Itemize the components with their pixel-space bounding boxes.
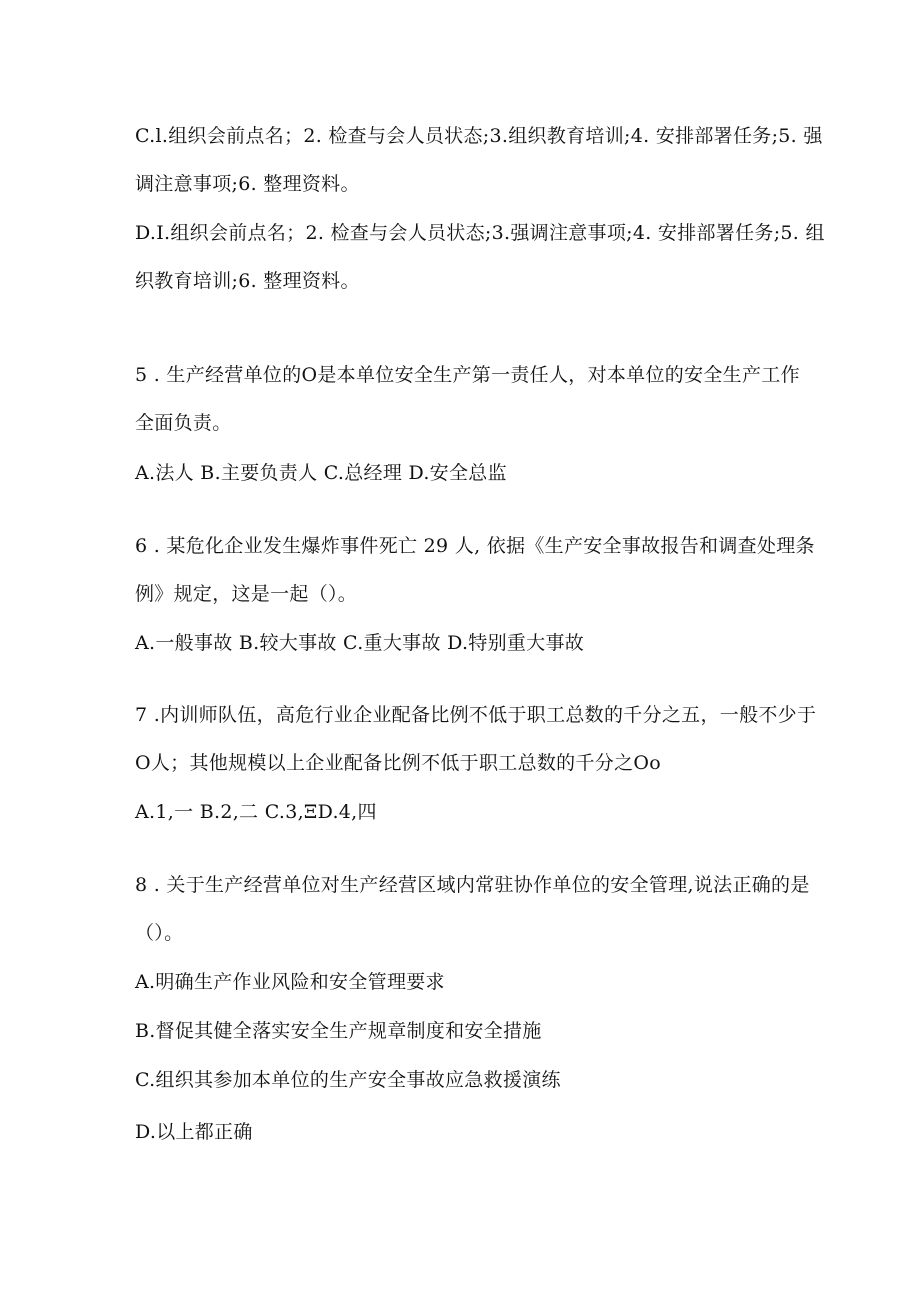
q8-option-c: C.组织其参加本单位的生产安全事故应急救援演练 <box>135 1069 561 1091</box>
q7-stem-line1: 7 .内训师队伍，高危行业企业配备比例不低于职工总数的千分之五，一般不少于 <box>135 704 817 726</box>
q8-option-d: D.以上都正确 <box>135 1121 253 1143</box>
q6-stem-line2: 例》规定，这是一起（）。 <box>135 583 358 605</box>
q5-stem-line2: 全面负责。 <box>135 412 232 434</box>
q8-option-b: B.督促其健全落实安全生产规章制度和安全措施 <box>135 1020 542 1042</box>
q4-option-d-line1: D.I.组织会前点名；2. 检查与会人员状态;3.强调注意事项;4. 安排部署任务;5. 组 <box>135 222 825 244</box>
q4-option-c-line2: 调注意事项;6. 整理资料。 <box>135 173 360 195</box>
q8-stem-line2: （）。 <box>135 922 184 944</box>
q4-option-d-line2: 织教育培训;6. 整理资料。 <box>135 270 360 292</box>
q7-options: A.1,一 B.2,二 C.3,ΞD.4,四 <box>135 801 377 823</box>
q6-stem-line1: 6 . 某危化企业发生爆炸事件死亡 29 人, 依据《生产安全事故报告和调查处理条 <box>135 535 815 557</box>
q8-option-a: A.明确生产作业风险和安全管理要求 <box>135 971 445 993</box>
q5-options: A.法人 B.主要负责人 C.总经理 D.安全总监 <box>135 462 507 484</box>
q8-stem-line1: 8 . 关于生产经营单位对生产经营区域内常驻协作单位的安全管理,说法正确的是 <box>135 874 810 896</box>
q6-options: A.一般事故 B.较大事故 C.重大事故 D.特别重大事故 <box>135 632 585 654</box>
q7-stem-line2: O人；其他规模以上企业配备比例不低于职工总数的千分之Oo <box>135 752 661 774</box>
q5-stem-line1: 5 . 生产经营单位的O是本单位安全生产第一责任人，对本单位的安全生产工作 <box>135 364 800 386</box>
q4-option-c-line1: C.l.组织会前点名；2. 检查与会人员状态;3.组织教育培训;4. 安排部署任务;5. 强 <box>135 125 823 147</box>
